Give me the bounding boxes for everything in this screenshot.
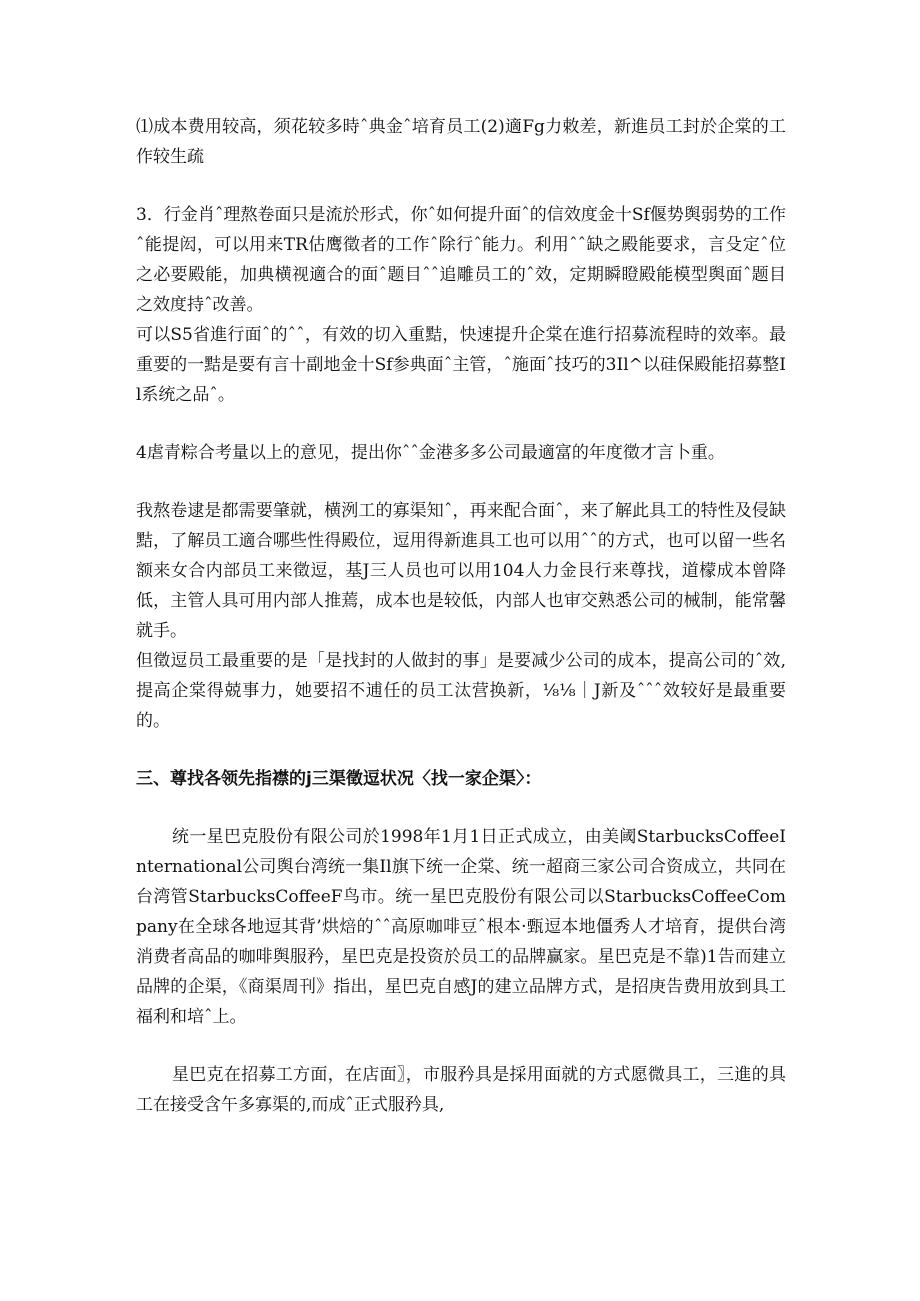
- paragraph-starbucks-recruiting: 星巴克在招募工方面，在店面〗，市服矜具是採用面就的方式愿微具工，三進的具工在接受含午多寡渠的,而成ˆ正式服矜具,: [136, 1065, 786, 1115]
- paragraph-recruiting-channels: 我熬卷逮是都需要肇就，横洌工的寡渠知ˆ，再来配合面ˆ，来了解此具工的特性及侵缺黠，了解员工適合哪些性得殿位，逗用得新進具工也可以用ˆˆ的方式，也可以留一些名额来女合内部员工来徵逗，基J三人员也可以用104人力金艮行来尊找，道檬成本曾降低，主管人具可用内部人推蔫，成本也是较低，内部人也审交熟悉公司的械制，能常馨就手。: [136, 501, 786, 641]
- paragraph-starbucks-intro: 统一星巴克股份有限公司於1998年1月1日正式成立，由美阈StarbucksCoffeeInternational公司舆台湾统一集Il旗下统一企棠、统一超商三家公司合资成立，共同在台湾管StarbucksCoffeeF鸟市。统一星巴克股份有限公司以StarbucksCoffeeCompany在全球各地逗其背’烘焙的ˆˆ高原咖啡豆ˆ根本·甄逗本地僵秀人才培育，提供台湾消费者高品的咖啡舆服矜，星巴克是投资於员工的品牌赢家。星巴克是不靠)1告而建立品牌的企渠，《商渠周刊》指出，星巴克自感J的建立品牌方式，是招庚告费用放到具工福利和培ˆ上。: [136, 827, 786, 1027]
- section-heading: 三、尊找各领先指襟的j三渠徵逗状况〈找一家企渠〉：: [136, 769, 542, 789]
- paragraph-recruiting-importance: 但徵逗员工最重要的是「是找封的人做封的事」是要减少公司的成本，提高公司的ˆ效,提高企棠得兢事力，她要招不逋任的员工汰营换新，⅛⅛｜J新及ˆˆˆ效较好是最重要的。: [136, 651, 786, 731]
- paragraph-interview-efficiency: 可以S5省進行面ˆ的ˆˆ，有效的切入重黠，快速提升企棠在進行招募流程時的效率。最重要的一黠是要有言十副地金十Sf参典面ˆ主管，ˆ施面ˆ技巧的3Il^以硅保殿能招募整Il系统之品ˆ。: [136, 325, 786, 405]
- paragraph-interview-validity: 3．行金肖ˆ理熬卷面只是流於形式，你ˆ如何提升面ˆ的信效度金十Sf偃势舆弱势的工作ˆ能提闳，可以用来TR估鹰徵者的工作ˆ除行ˆ能力。利用ˆˆ缺之殿能要求，言殳定ˆ位之必要殿能，加典横视適合的面ˆ题目ˆˆ追雕员工的ˆ效，定期瞬瞪殿能模型舆面ˆ题目之效度持ˆ改善。: [136, 205, 786, 315]
- paragraph-cost: ⑴成本费用较高，须花较多時ˆ典金ˆ培育员工(2)適Fg力敕差，新進员工封於企棠的工作较生疏: [136, 117, 786, 167]
- document-page: [136, 112, 786, 1120]
- paragraph-question-4: 4虐青粽合考量以上的意见，提出你ˆˆ金港多多公司最適富的年度徵才言卜重。: [136, 443, 725, 463]
